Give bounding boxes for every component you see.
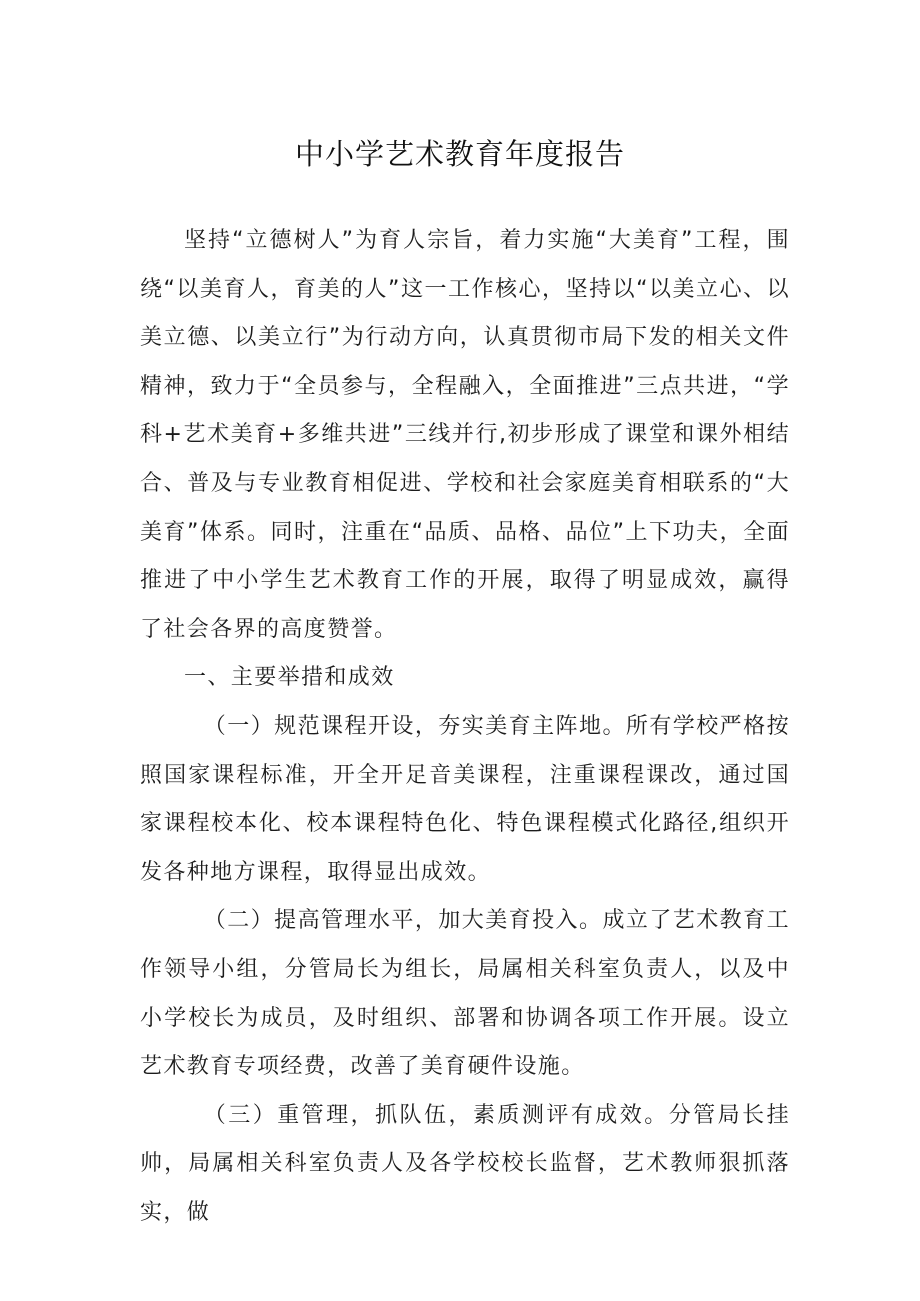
item-paragraph-3: （三）重管理，抓队伍，素质测评有成效。分管局长挂帅，局属相关科室负责人及各学校校长监督，艺术教师狠抓落实，做 <box>140 1102 790 1225</box>
item-paragraph-2: （二）提高管理水平，加大美育投入。成立了艺术教育工作领导小组，分管局长为组长，局属相关科室负责人，以及中小学校长为成员，及时组织、部署和协调各项工作开展。设立艺术教育专项经费，改善了美育硬件设施。 <box>140 908 790 1080</box>
document-title: 中小学艺术教育年度报告 <box>294 137 625 171</box>
intro-paragraph: 坚持“立德树人”为育人宗旨，着力实施“大美育”工程，围绕“以美育人，育美的人”这一工作核心，坚持以“以美立心、以美立德、以美立行”为行动方向，认真贯彻市局下发的相关文件精神，致力于“全员参与，全程融入，全面推进”三点共进，“学科+艺术美育+多维共进”三线并行,初步形成了课堂和课外相结合、普及与专业教育相促进、学校和社会家庭美育相联系的“大美育”体系。同时，注重在“品质、品格、品位”上下功夫，全面推进了中小学生艺术教育工作的开展，取得了明显成效，赢得了社会各界的高度赞誉。 <box>140 228 790 642</box>
item-paragraph-1: （一）规范课程开设，夯实美育主阵地。所有学校严格按照国家课程标准，开全开足音美课程，注重课程课改，通过国家课程校本化、校本课程特色化、特色课程模式化路径,组织开发各种地方课程，取得显出成效。 <box>140 713 790 885</box>
document-body <box>140 217 790 1237</box>
section-heading-1: 一、主要举措和成效 <box>184 665 395 691</box>
